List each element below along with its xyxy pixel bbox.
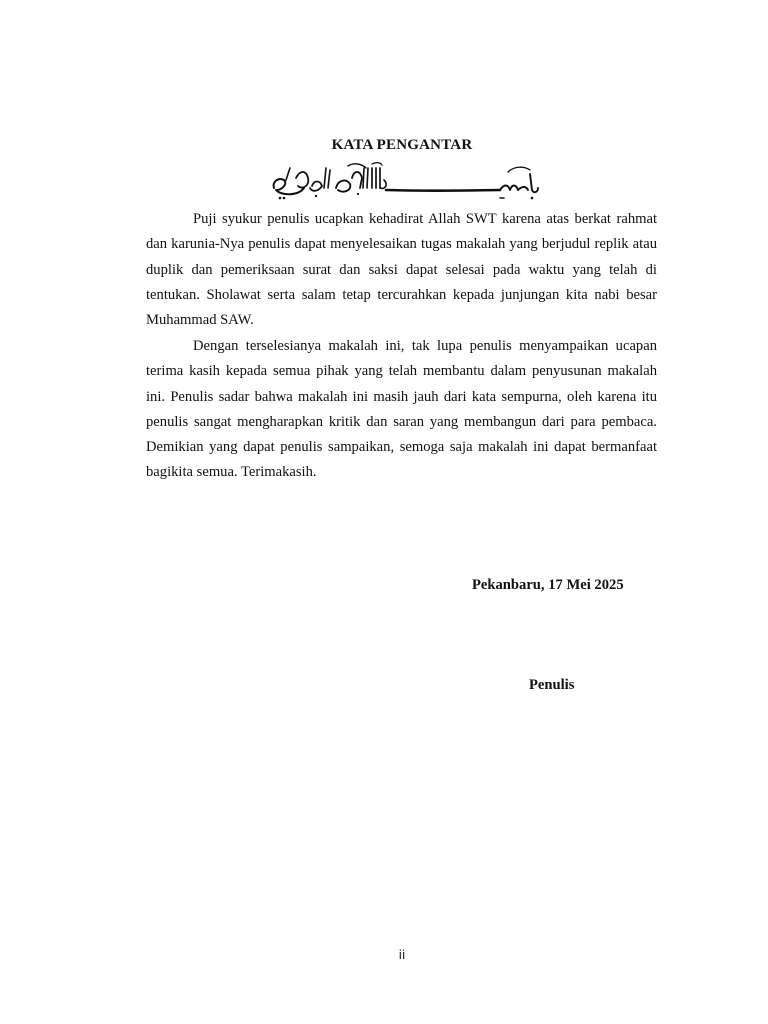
paragraph-1 <box>146 207 657 333</box>
author-signature: Penulis <box>529 677 575 693</box>
page-title: KATA PENGANTAR <box>331 137 473 153</box>
place-and-date: Pekanbaru, 17 Mei 2025 <box>472 577 624 593</box>
paragraph-1-text: Puji syukur penulis ucapkan kehadirat Allah SWT karena atas berkat rahmat dan karunia-Nya penulis dapat menyelesaikan tugas makalah yang berjudul replik atau duplik dan pemeriksaan surat dan saksi dapat selesai pada waktu yang telah di tentukan. Sholawat serta salam tetap tercurahkan kepada junjungan kita nabi besar Muhammad SAW. <box>146 211 657 329</box>
paragraph-2 <box>146 334 657 486</box>
paragraph-2-text: Dengan terselesianya makalah ini, tak lupa penulis menyampaikan ucapan terima kasih kepada semua pihak yang telah membantu dalam penyusunan makalah ini. Penulis sadar bahwa makalah ini masih jauh dari kata sempurna, oleh karena itu penulis sangat mengharapkan kritik dan saran yang membangun dari para pembaca. Demikian yang dapat penulis sampaikan, semoga saja makalah ini dapat bermanfaat bagikita semua. Terimakasih. <box>146 338 657 481</box>
basmalah-calligraphy <box>268 160 544 204</box>
page-number: ii <box>398 948 406 962</box>
